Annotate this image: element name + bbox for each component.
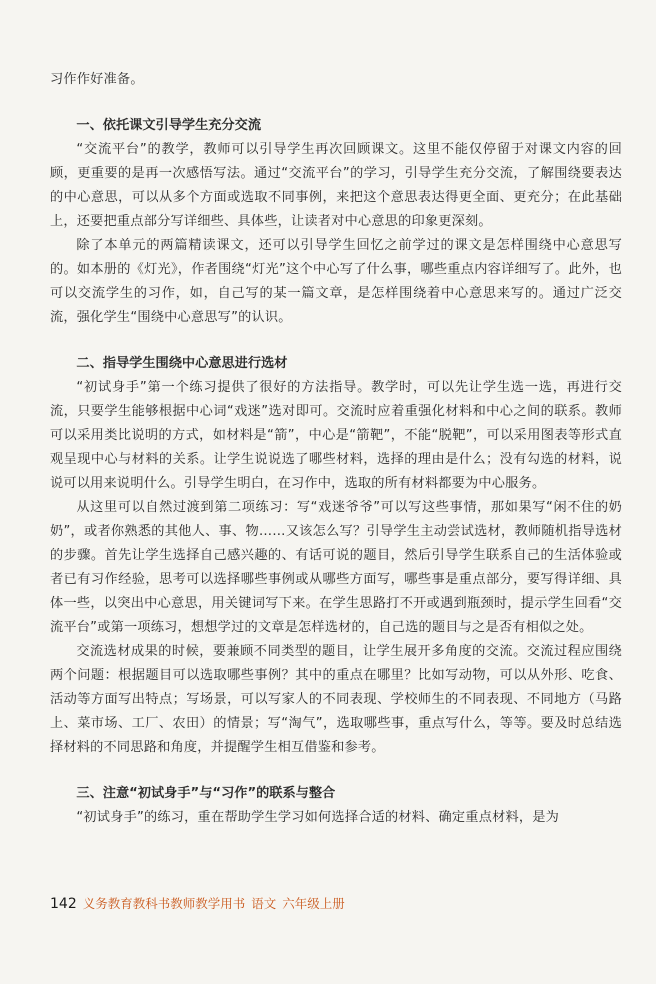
book-grade: 六年级上册 <box>282 896 345 911</box>
page-number: 142 <box>50 896 77 912</box>
section-2-paragraph-1: “初试身手”第一个练习提供了很好的方法指导。教学时，可以先让学生选一选，再进行交流，只要学生能够根据中心词“戏迷”选对即可。交流时应着重强化材料和中心之间的联系。教师可以采用类比说明的方式，如材料是“箭”，中心是“箭靶”，不能“脱靶”，可以采用图表等形式直观呈现中心与材料的关系。让学生说说选了哪些材料，选择的理由是什么；没有勾选的材料，说说可以用来说明什么。引导学生明白，在习作中，选取的所有材料都要为中心服务。 <box>50 380 622 491</box>
section-2-paragraph-3: 交流选材成果的时候，要兼顾不同类型的题目，让学生展开多角度的交流。交流过程应围绕两个问题：根据题目可以选取哪些事例？其中的重点在哪里？比如写动物，可以从外形、吃食、活动等方面写出特点；写场景，可以写家人的不同表现、学校师生的不同表现、不同地方（马路上、菜市场、工厂、农田）的情景；写“淘气”，选取哪些事，重点写什么，等等。要及时总结选择材料的不同思路和角度，并提醒学生相互借鉴和参考。 <box>50 644 622 755</box>
section-1-paragraph-2: 除了本单元的两篇精读课文，还可以引导学生回忆之前学过的课文是怎样围绕中心意思写的。如本册的《灯光》，作者围绕“灯光”这个中心写了什么事，哪些重点内容详细写了。此外，也可以交流学生的习作，如，自己写的某一篇文章，是怎样围绕着中心意思来写的。通过广泛交流，强化学生“围绕中心意思写”的认识。 <box>50 238 622 325</box>
section-3-paragraph-1: “初试身手”的练习，重在帮助学生学习如何选择合适的材料、确定重点材料，是为 <box>76 810 560 825</box>
section-3-heading: 三、注意“初试身手”与“习作”的联系与整合 <box>76 786 336 801</box>
section-1-paragraph-1: “交流平台”的教学，教师可以引导学生再次回顾课文。这里不能仅停留于对课文内容的回顾，更重要的是再一次感悟写法。通过“交流平台”的学习，引导学生充分交流，了解围绕要表达的中心意思，可以从多个方面或选取不同事例，来把这个意思表达得更全面、更充分；在此基础上，还要把重点部分写详细些、具体些，让读者对中心意思的印象更深刻。 <box>50 142 622 229</box>
section-1-heading: 一、依托课文引导学生充分交流 <box>76 118 262 133</box>
book-title: 义务教育教科书教师教学用书 <box>82 896 246 911</box>
book-subject: 语文 <box>251 896 277 911</box>
intro-line: 习作作好准备。 <box>50 72 144 87</box>
section-2-heading: 二、指导学生围绕中心意思进行选材 <box>76 356 288 371</box>
section-2-paragraph-2: 从这里可以自然过渡到第二项练习：写“戏迷爷爷”可以写这些事情，那如果写“闲不住的奶奶”，或者你熟悉的其他人、事、物……又该怎么写？引导学生主动尝试选材，教师随机指导选材的步骤。首先让学生选择自己感兴趣的、有话可说的题目，然后引导学生联系自己的生活体验或者已有习作经验，思考可以选择哪些事例或从哪些方面写，哪些事是重点部分，要写得详细、具体一些，以突出中心意思，用关键词写下来。在学生思路打不开或遇到瓶颈时，提示学生回看“交流平台”或第一项练习，想想学过的文章是怎样选材的，自己选的题目与之是否有相似之处。 <box>50 500 622 635</box>
page-footer <box>50 894 345 912</box>
page-body <box>50 68 622 830</box>
